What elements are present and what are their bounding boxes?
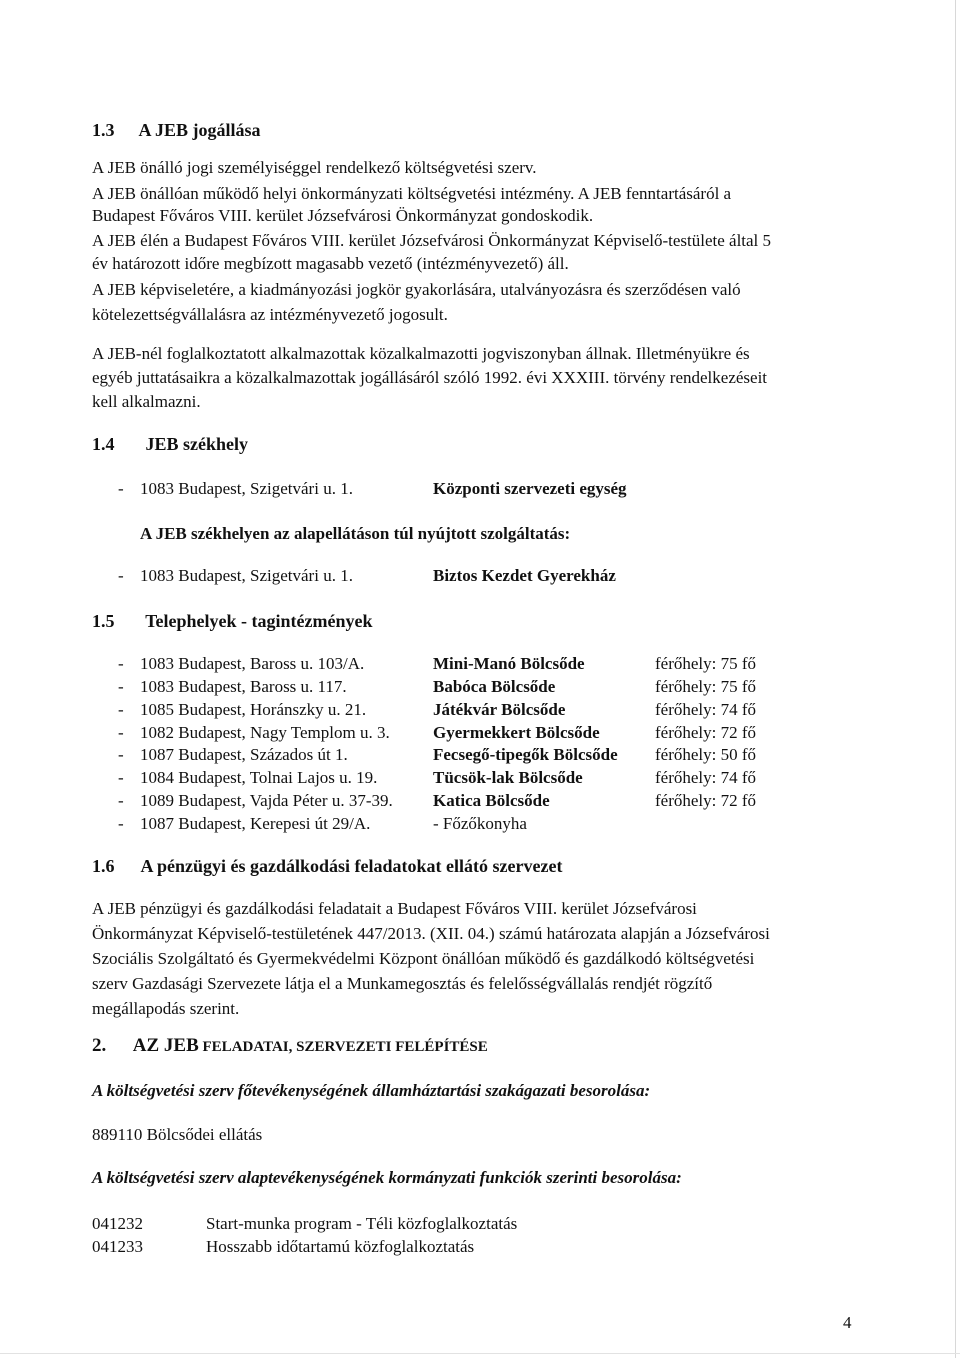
section-title: A pénzügyi és gazdálkodási feladatokat ellátó szervezet (140, 856, 563, 876)
telephely-address: 1085 Budapest, Horánszky u. 21. (140, 700, 367, 719)
funkcio-label: Hosszabb időtartamú közfoglalkoztatás (206, 1237, 475, 1256)
section-title-part: JEB (163, 1035, 199, 1056)
section-number: 1.4 (92, 434, 115, 454)
telephely-address: 1087 Budapest, Kerepesi út 29/A. (140, 814, 371, 833)
list-dash: - (118, 723, 124, 742)
kormanyzati-funkcio-heading: A költségvetési szerv alaptevékenységének kormányzati funkciók szerinti besorolása: (92, 1168, 682, 1187)
jogallas-line-1: A JEB önálló jogi személyiséggel rendelkező költségvetési szerv. (92, 158, 537, 177)
penzugyi-line: A JEB pénzügyi és gazdálkodási feladatait a Budapest Főváros VIII. kerület Józsefvárosi (92, 899, 697, 918)
scan-edge-bottom (0, 1353, 960, 1354)
page-number: 4 (843, 1313, 852, 1332)
telephely-name: Gyermekkert Bölcsőde (433, 723, 600, 742)
section-1-5-heading (92, 610, 373, 633)
penzugyi-paragraph (92, 896, 862, 1021)
section-number: 1.5 (92, 611, 115, 631)
jogallas-line-6: A JEB képviseletére, a kiadmányozási jogkör gyakorlására, utalványozásra és szerződésen való (92, 280, 741, 299)
section-1-6-heading (92, 855, 562, 878)
section-number: 1.3 (92, 120, 115, 140)
telephely-name: - Főzőkonyha (433, 814, 527, 833)
telephely-name: Katica Bölcsőde (433, 791, 550, 810)
telephely-capacity: férőhely: 72 fő (655, 723, 757, 742)
section-1-4-heading (92, 433, 248, 456)
telephely-capacity: férőhely: 50 fő (655, 745, 757, 764)
list-dash: - (118, 654, 124, 673)
telephely-name: Tücsök-lak Bölcsőde (433, 768, 583, 787)
list-dash: - (118, 791, 124, 810)
penzugyi-line: Önkormányzat Képviselő-testületének 447/2013. (XII. 04.) számú határozata alapján a Józsefvárosi (92, 924, 770, 943)
list-dash: - (118, 745, 124, 764)
penzugyi-line: szerv Gazdasági Szervezete látja el a Munkamegosztás és felelősségvállalás rendjét rögzítő (92, 974, 713, 993)
telephely-address: 1083 Budapest, Baross u. 117. (140, 677, 347, 696)
telephely-address: 1084 Budapest, Tolnai Lajos u. 19. (140, 768, 378, 787)
telephely-name: Játékvár Bölcsőde (433, 700, 566, 719)
section-title: JEB székhely (145, 434, 249, 454)
telephely-name: Babóca Bölcsőde (433, 677, 556, 696)
szakagazat-code: 889110 Bölcsődei ellátás (92, 1125, 263, 1144)
list-dash: - (118, 768, 124, 787)
telephely-capacity: férőhely: 75 fő (655, 654, 757, 673)
jogallas-line-2: A JEB önállóan működő helyi önkormányzati költségvetési intézmény. A JEB fenntartásáról a (92, 184, 732, 203)
list-dash: - (118, 566, 124, 585)
list-dash: - (118, 677, 124, 696)
szekhely-extra-address: 1083 Budapest, Szigetvári u. 1. (140, 566, 353, 585)
telephely-name: Fecsegő-tipegők Bölcsőde (433, 745, 618, 764)
list-dash: - (118, 700, 124, 719)
list-dash: - (118, 479, 124, 498)
section-title: A JEB jogállása (138, 120, 261, 140)
section-title-part: FELADATAI, SZERVEZETI FELÉPÍTÉSE (198, 1039, 488, 1055)
telephely-address: 1089 Budapest, Vajda Péter u. 37-39. (140, 791, 393, 810)
jogallas-para2-line-1: A JEB-nél foglalkoztatott alkalmazottak közalkalmazotti jogviszonyban állnak. Illetményükre és (92, 344, 750, 363)
telephely-capacity: férőhely: 74 fő (655, 768, 757, 787)
szekhely-unit: Központi szervezeti egység (433, 479, 627, 498)
section-title: Telephelyek - tagintézmények (145, 611, 373, 631)
telephely-capacity: férőhely: 74 fő (655, 700, 757, 719)
funkcio-code: 041233 (92, 1237, 143, 1256)
szakagazati-heading: A költségvetési szerv főtevékenységének államháztartási szakágazati besorolása: (92, 1081, 651, 1100)
section-2-heading (92, 1034, 488, 1059)
telephely-capacity: férőhely: 75 fő (655, 677, 757, 696)
jogallas-para2-line-3: kell alkalmazni. (92, 392, 201, 411)
telephely-capacity: férőhely: 72 fő (655, 791, 757, 810)
szekhely-address: 1083 Budapest, Szigetvári u. 1. (140, 479, 353, 498)
jogallas-line-7: kötelezettségvállalásra az intézményvezető jogosult. (92, 305, 448, 324)
penzugyi-line: megállapodás szerint. (92, 999, 240, 1018)
penzugyi-line: Szociális Szolgáltató és Gyermekvédelmi Központ önállóan működő és gazdálkodó költségvetési (92, 949, 755, 968)
jogallas-line-4: A JEB élén a Budapest Főváros VIII. kerület Józsefvárosi Önkormányzat Képviselő-testülete által 5 (92, 231, 772, 250)
jogallas-line-3: Budapest Főváros VIII. kerület Józsefvárosi Önkormányzat gondoskodik. (92, 206, 594, 225)
section-1-3-heading (92, 119, 261, 142)
telephely-address: 1087 Budapest, Százados út 1. (140, 745, 348, 764)
szekhely-extra-heading: A JEB székhelyen az alapellátáson túl nyújtott szolgáltatás: (140, 524, 571, 543)
telephely-name: Mini-Manó Bölcsőde (433, 654, 585, 673)
funkcio-code: 041232 (92, 1214, 143, 1233)
scan-edge-right (955, 0, 956, 1358)
section-title-part: AZ (132, 1035, 164, 1056)
szekhely-extra-unit: Biztos Kezdet Gyerekház (433, 566, 616, 585)
funkcio-label: Start-munka program - Téli közfoglalkoztatás (206, 1214, 518, 1233)
section-number: 2. (92, 1035, 107, 1056)
section-number: 1.6 (92, 856, 115, 876)
jogallas-line-5: év határozott időre megbízott magasabb vezető (intézményvezető) áll. (92, 254, 569, 273)
list-dash: - (118, 814, 124, 833)
jogallas-para2-line-2: egyéb juttatásaikra a közalkalmazottak jogállásáról szóló 1992. évi XXXIII. törvény rendelkezéseit (92, 368, 768, 387)
telephely-address: 1083 Budapest, Baross u. 103/A. (140, 654, 365, 673)
telephely-address: 1082 Budapest, Nagy Templom u. 3. (140, 723, 390, 742)
